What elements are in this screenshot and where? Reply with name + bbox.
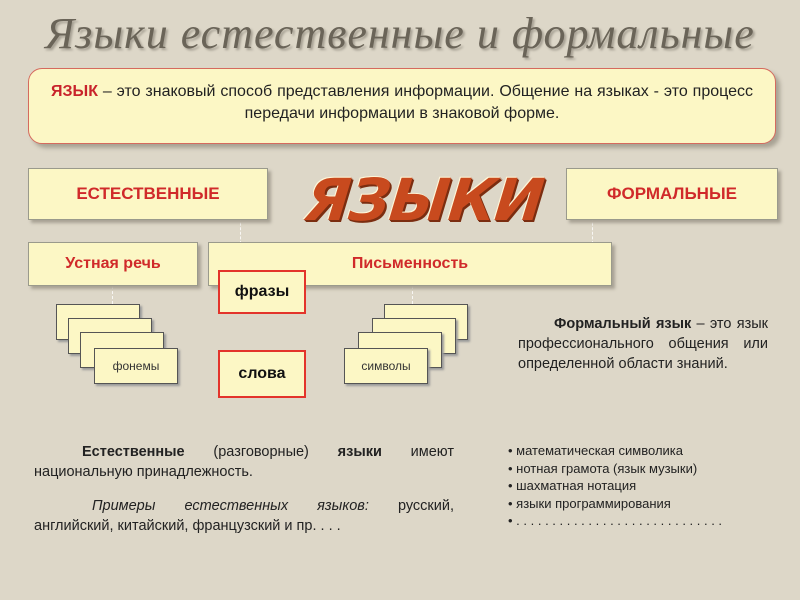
symbols-card: символы <box>344 348 428 384</box>
natural-lead: Естественные <box>82 444 185 460</box>
phrases-box: фразы <box>218 270 306 314</box>
phonemes-card: фонемы <box>94 348 178 384</box>
formal-definition <box>518 314 768 374</box>
list-item: • . . . . . . . . . . . . . . . . . . . . . . . . . . . . . <box>508 512 722 530</box>
list-item: • нотная грамота (язык музыки) <box>508 460 722 478</box>
natural-languages-paragraph <box>34 442 454 482</box>
connector-line <box>592 218 593 244</box>
list-item: • языки программирования <box>508 495 722 513</box>
connector-line <box>240 218 241 244</box>
formal-definition-text: – это язык профессионального общения или определенной области знаний. <box>518 316 768 372</box>
examples-lead: Примеры естественных языков: <box>92 498 369 514</box>
definition-text: – это знаковый способ представления информации. Общение на языках - это процесс передачи информации в знаковой форме. <box>97 83 753 122</box>
natural-text: (разговорные) <box>184 444 338 460</box>
list-item: • шахматная нотация <box>508 477 722 495</box>
languages-wordart: ЯЗЫКИ <box>302 166 547 234</box>
formal-examples-list <box>508 442 722 530</box>
formal-languages-box: ФОРМАЛЬНЫЕ <box>566 168 778 220</box>
words-box: слова <box>218 350 306 398</box>
natural-languages-box: ЕСТЕСТВЕННЫЕ <box>28 168 268 220</box>
writing-box: Письменность <box>208 242 612 286</box>
connector-line <box>412 286 413 304</box>
definition-box <box>28 68 776 144</box>
connector-line <box>112 286 113 304</box>
natural-rest: имеют национальную принадлежность. <box>34 444 454 480</box>
list-item: • математическая символика <box>508 442 722 460</box>
slide-title: Языки естественные и формальные <box>45 9 755 58</box>
oral-speech-box: Устная речь <box>28 242 198 286</box>
definition-keyword: ЯЗЫК <box>51 83 98 100</box>
natural-examples-paragraph <box>34 496 454 536</box>
natural-bold: языки <box>337 444 382 460</box>
formal-definition-lead: Формальный язык <box>554 316 692 332</box>
examples-text: русский, английский, китайский, французский и пр. . . . <box>34 498 455 534</box>
